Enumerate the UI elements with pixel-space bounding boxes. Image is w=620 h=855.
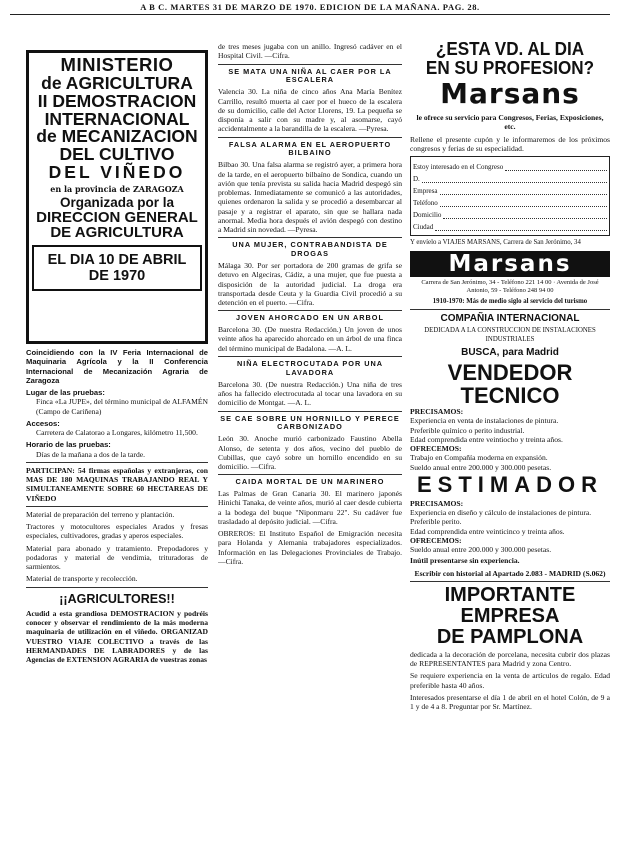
news-text: Las Palmas de Gran Canaria 30. El marinero japonés Hinichi Tanaka, de veinte años, murió al caer desde cubierta a la bodega del buque "Niponmaru 22". Su cadáver fue trasladado al depósito judicial. —Cifra.: [218, 489, 402, 526]
news-text: OBREROS: El Instituto Español de Emigración necesita para Holanda y Alemania trabajadores especializados. Información en las Delegaciones Provinciales de Trabajo. —Cifra.: [218, 529, 402, 566]
ad-title-demostracion: II DEMOSTRACION: [37, 90, 197, 111]
req-item: Experiencia en venta de instalaciones de pintura.: [410, 416, 559, 426]
importante-text: Interesados presentarse el día 1 de abril en el hotel Colón, de 9 a 1 y de 4 a 8. Preguntar por Sr. Martínez.: [410, 692, 610, 712]
importante-text: dedicada a la decoración de porcelana, necesita cubrir dos plazas de REPRESENTANTES para Madrid y zona Centro.: [410, 649, 610, 669]
news-text: Málaga 30. Por ser portadora de 200 gramas de grifa se detuvo en Algeciras, Cádiz, a una mujer, que fue puesta a disposición de la autoridad judicial. La droga era transportada desde Ceuta y la Guardia Civil procedió a su detención en el puerto. —Cifra.: [218, 261, 402, 308]
ad-coincidiendo: Coincidiendo con la IV Feria Internacional de Maquinaria Agrícola y la II Conferencia Internacional de Mecanización Agraria de Zaragoza: [26, 348, 208, 385]
ad-list-item: Material de transporte y recolección.: [26, 574, 138, 584]
compania-subtitle: DEDICADA A LA CONSTRUCCION DE INSTALACIONES INDUSTRIALES: [424, 327, 596, 343]
coupon-field-name[interactable]: D.: [413, 173, 607, 183]
importante-text: Se requiere experiencia en la venta de artículos de regalo. Edad preferible hasta 40 años.: [410, 671, 610, 690]
ad-horario: Horario de las pruebas: Días de la mañana a dos de la tarde.: [26, 440, 146, 459]
news-text: Bilbao 30. Una falsa alarma se registró ayer, a primera hora de la tarde, en el aeropuerto bilbaíno de Sondica, cuando un avión que tenía prevista su salida hacia Madrid despegó sin problemas. Inmediatamente se comunicó a las autoridades, quienes ordenaron la salida y se procedió a desembarcar al pasaje y a registrar el aparato, sin que se hallara nada anormal. Media hora después el avión despegó con destino a Madrid sin novedad. —Pyresa.: [218, 160, 402, 235]
news-text: Valencia 30. La niña de cinco años Ana María Benítez Carrillo, resultó muerta al caer por el hueco de la escalera de su domicilio, calle del Actor Llorens, 19. La pequeña se disponía a salir con su madre y, al asomarse, cayó accidentalmente a la barandilla de la escalera. —Pyresa.: [218, 87, 402, 134]
news-text: León 30. Anoche murió carbonizado Faustino Abella Alonso, de setenta y dos años, vecino del pueblo de Cubillas, que cayó sobre un hornillo encendido en su domicilio. —Cifra.: [218, 434, 402, 472]
marsans-coupon: [410, 156, 610, 236]
news-text: Barcelona 30. (De nuestra Redacción.) Un joven de unos veinte años ha aparecido ahorcado en un árbol de una finca del término municipal de Badalona. —A. L.: [218, 325, 402, 353]
news-headline: FALSA ALARMA EN EL AEROPUERTO BILBAINO: [228, 139, 392, 158]
marsans-logo: Marsans: [440, 77, 580, 111]
compania-busca: BUSCA, para Madrid: [461, 346, 559, 358]
ad-title-mecanizacion: de MECANIZACION: [36, 126, 198, 147]
estimador-title: ESTIMADOR: [417, 471, 603, 497]
news-text: Barcelona 30. (De nuestra Redacción.) Una niña de tres años ha fallecido electrocutada al tocar una lavadora en su domicilio de Montgat. —A. L.: [218, 379, 402, 408]
ad-accesos: Accesos: Carretera de Calatorao a Longares, kilómetro 11,500.: [26, 418, 198, 437]
coupon-field-empresa[interactable]: Empresa: [413, 185, 607, 195]
coupon-field-ciudad[interactable]: Ciudad: [413, 221, 607, 231]
ad-title-zaragoza: en la provincia de ZARAGOZA: [50, 183, 184, 194]
req-item: Preferible químico o perito industrial.: [410, 425, 525, 435]
ad-lugar: Lugar de las pruebas: Finca «La JUPE», del término municipal de ALFAMÉN (Campo de Cariñena): [26, 388, 208, 416]
news-headline: CAIDA MORTAL DE UN MARINERO: [235, 477, 385, 487]
req-item: Edad comprendida entre veinticinco y treinta años.: [410, 526, 565, 536]
news-column: [218, 40, 402, 845]
ministerio-ad-box: [26, 50, 208, 344]
ad-title-direccion: DIRECCION GENERAL: [36, 208, 198, 226]
ofrecemos-heading: OFRECEMOS:: [410, 444, 462, 454]
precisamos-heading: PRECISAMOS:: [410, 407, 464, 417]
ad-title-agricultura: de AGRICULTURA: [41, 72, 193, 93]
req-item: Experiencia en diseño y cálculo de instalaciones de pintura.: [410, 508, 592, 518]
escribir-note: Escribir con historial al Apartado 2.083 - MADRID (S.062): [414, 568, 606, 578]
ad-final: Acudid a esta grandiosa DEMOSTRACION y podréis conocer y observar el rendimiento de la más moderna maquinaria de utilización en el viñedo. ORGANIZAD VUESTRO VIAJE COLECTIVO a través de las HERMANDADES DE LABRADORES y de las Agencias de EXTENSION AGRARIA de vuestras zonas: [26, 608, 208, 664]
offer-item: Trabajo en Compañía moderna en expansión.: [410, 453, 548, 463]
req-item: Edad comprendida entre veintiocho y treinta años.: [410, 434, 563, 444]
coupon-field-telefono[interactable]: Teléfono: [413, 197, 607, 207]
news-headline: SE CAE SOBRE UN HORNILLO Y PERECE CARBONIZADO: [220, 413, 400, 432]
ad-title-organizada: Organizada por la: [59, 194, 175, 210]
news-headline: NIÑA ELECTROCUTADA POR UNA LAVADORA: [236, 358, 384, 377]
ad-participan: PARTICIPAN: 54 firmas españolas y extranjeras, con MAS DE 180 MAQUINAS TRABAJANDO REAL Y SIMULTANEAMENTE SOBRE 60 HECTAREAS DE VIÑEDO: [26, 465, 208, 503]
ad-list-item: Material para abonado y tratamiento. Prepodadores y podadoras y material de vendimia, trituradoras de sarmientos.: [26, 543, 208, 571]
news-headline: SE MATA UNA NIÑA AL CAER POR LA ESCALERA: [228, 66, 392, 85]
news-headline: JOVEN AHORCADO EN UN ARBOL: [236, 313, 384, 323]
ad-title-agricultura2: DE AGRICULTURA: [50, 223, 184, 241]
ofrecemos-heading: OFRECEMOS:: [410, 535, 462, 545]
inutil-note: Inútil presentarse sin experiencia.: [410, 556, 520, 566]
marsans-address: Carrera de San Jerónimo, 34 - Teléfono 221 14 00 · Avenida de José Antonio, 59 - Teléfono 248 94 00: [421, 278, 599, 294]
offer-item: Sueldo anual entre 200.000 y 300.000 pesetas.: [410, 462, 552, 472]
offer-item: Sueldo anual entre 200.000 y 300.000 pesetas.: [410, 545, 552, 555]
importante-title-2: DE PAMPLONA: [436, 625, 584, 648]
news-intro: de tres meses jugaba con un anillo. Ingresó cadáver en el Hospital Civil. —Cifra.: [218, 42, 402, 61]
ad-agricultores: ¡¡AGRICULTORES!!: [59, 591, 175, 606]
ad-title-cultivo: DEL CULTIVO: [59, 144, 175, 165]
precisamos-heading: PRECISAMOS:: [410, 498, 464, 508]
ad-list-item: Tractores y motocultores especiales Arados y fresas especiales, cultivadores, gradas y aperos especiales.: [26, 522, 208, 541]
marsans-question-2: EN SU PROFESION?: [425, 57, 595, 78]
marsans-send: Y envíelo a VIAJES MARSANS, Carrera de San Jerónimo, 34: [410, 239, 581, 247]
coupon-field-domicilio[interactable]: Domicilio: [413, 209, 607, 219]
header-rule: [10, 14, 610, 15]
ads-column: [410, 40, 610, 845]
ad-title-internacional: INTERNACIONAL: [44, 108, 190, 129]
ad-date: EL DIA 10 DE ABRIL DE 1970: [32, 245, 202, 291]
marsans-logo-2: Marsans: [410, 251, 610, 277]
ministerio-ad-column: [26, 50, 208, 845]
marsans-years: 1910-1970: Más de medio siglo al servicio del turismo: [432, 297, 588, 305]
coupon-field-congreso[interactable]: Estoy interesado en el Congreso: [413, 161, 607, 171]
vendedor-title: VENDEDOR TECNICO: [447, 360, 573, 409]
marsans-offer-note: Rellene el presente cupón y le informaremos de los próximos congresos y ferias de su especialidad.: [410, 134, 610, 153]
ad-title-vinedo: DEL VIÑEDO: [48, 162, 186, 183]
req-item: Preferible perito.: [410, 517, 462, 527]
compania-title: COMPAÑIA INTERNACIONAL: [440, 313, 580, 325]
ad-title-ministerio: MINISTERIO: [60, 54, 174, 75]
marsans-question-1: ¿ESTA VD. AL DIA: [435, 40, 585, 59]
ad-list-item: Material de preparación del terreno y plantación.: [26, 509, 175, 519]
importante-title-1: IMPORTANTE EMPRESA: [444, 583, 576, 627]
page-header: A B C. MARTES 31 DE MARZO DE 1970. EDICION DE LA MAÑANA. PAG. 28.: [140, 2, 480, 12]
marsans-offer: le ofrece su servicio para Congresos, Ferias, Exposiciones, etc.: [416, 113, 604, 132]
news-headline: UNA MUJER, CONTRABANDISTA DE DROGAS: [232, 240, 388, 259]
